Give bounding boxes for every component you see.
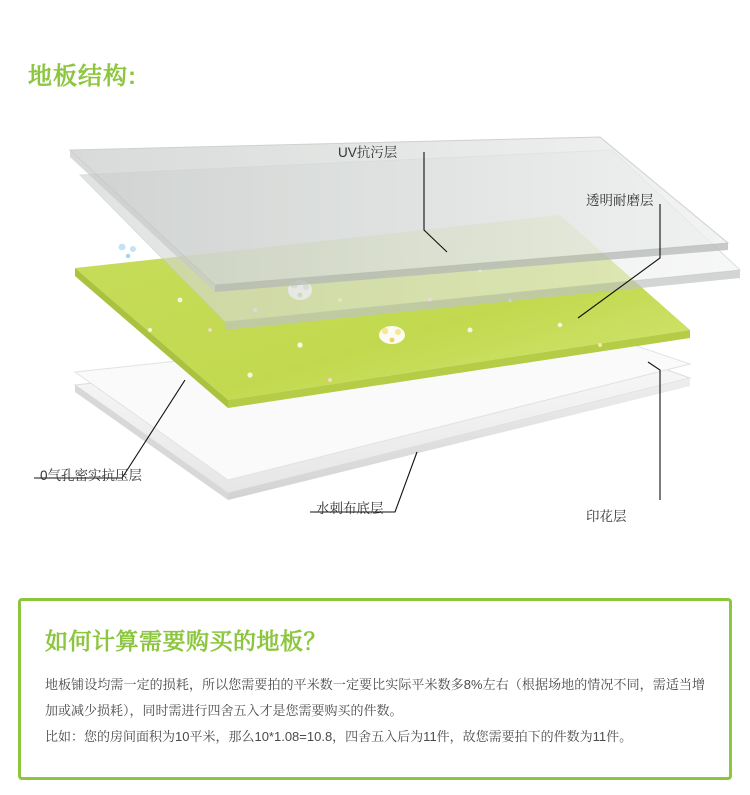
- section-title-structure: 地板结构:: [28, 63, 137, 90]
- label-wear-layer: 透明耐磨层: [586, 193, 654, 208]
- calculation-paragraph-1: 地板铺设均需一定的损耗，所以您需要拍的平米数一定要比实际平米数多8%左右（根据场地的情况不同，需适当增加或减少损耗），同时需进行四舍五入才是您需要购买的件数。: [45, 677, 705, 718]
- label-uv-layer: UV抗污层: [338, 145, 398, 160]
- calculation-box: [18, 598, 732, 780]
- label-nonwoven-layer: 水刺布底层: [316, 501, 384, 516]
- label-print-layer: 印花层: [586, 509, 627, 524]
- calculation-title: 如何计算需要购买的地板？: [45, 628, 327, 654]
- calculation-paragraph-2: 比如：您的房间面积为10平米，那么10*1.08=10.8，四舍五入后为11件，故您需要拍下的件数为11件。: [45, 729, 633, 744]
- label-dense-layer: 0气孔密实抗压层: [40, 468, 143, 483]
